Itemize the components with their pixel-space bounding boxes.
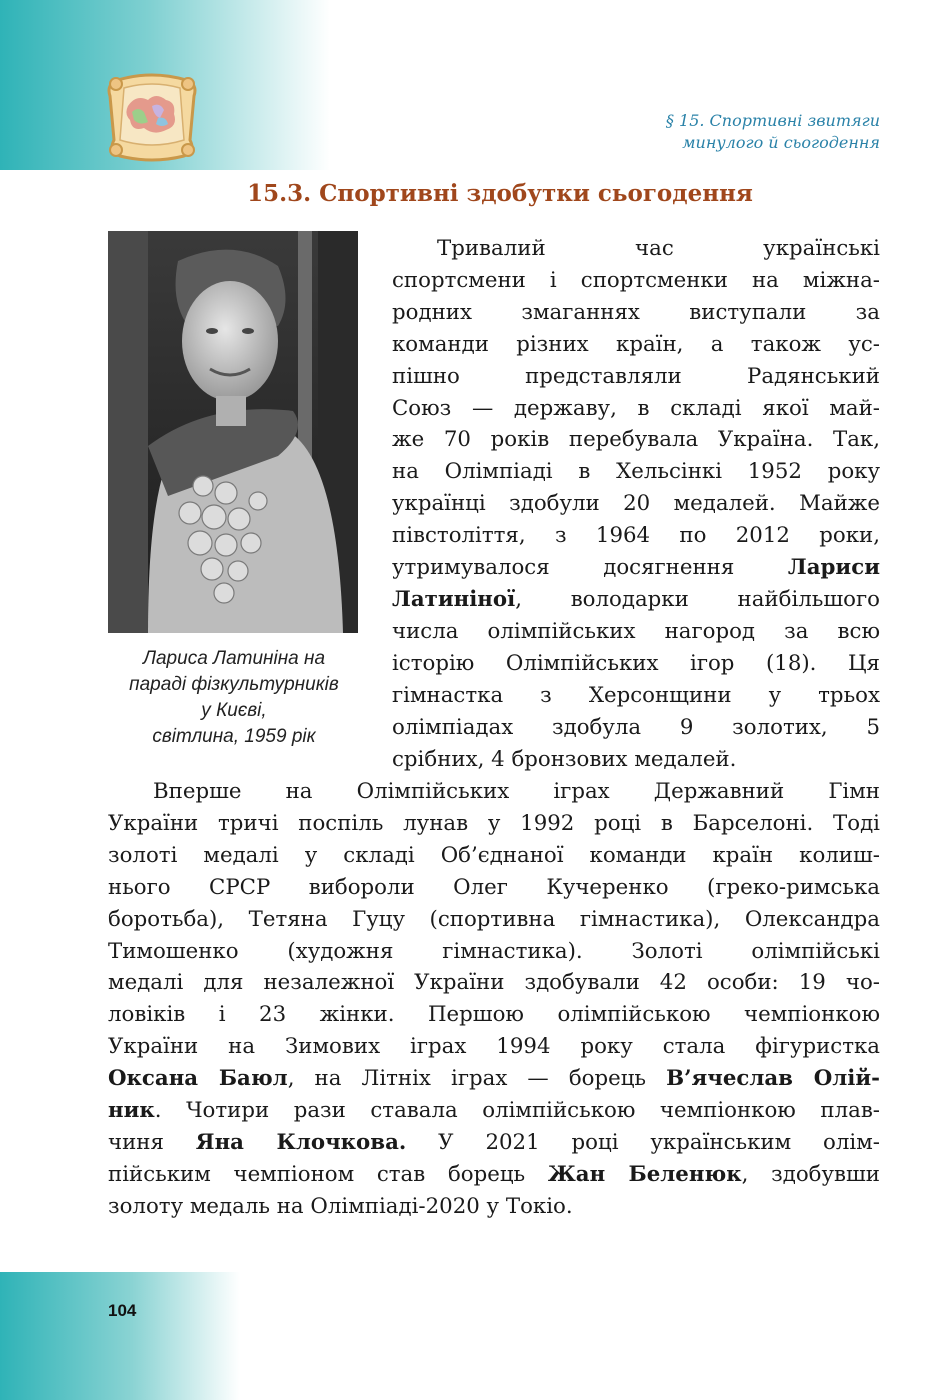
text-segment: , на Літніх іграх — борець — [287, 1066, 667, 1092]
footer-teal-band — [0, 1272, 240, 1400]
text-line: нього СРСР вибороли Олег Кучеренко (греко-римська — [108, 874, 880, 900]
text-segment: . Чотири рази ставала олімпійською чемпіонкою плав- — [154, 1098, 880, 1124]
text-line — [108, 1095, 880, 1127]
text-line: боротьба), Тетяна Гуцу (спортивна гімнастика), Олександра — [108, 906, 880, 932]
text-line: України тричі поспіль лунав у 1992 році в Барселоні. Тоді — [108, 810, 880, 836]
europe-map-scroll-icon — [104, 70, 200, 162]
text-line: гімнастка з Херсонщини у трьох — [392, 682, 880, 708]
text-line: медалі для незалежної України здобували 42 особи: 19 чо- — [108, 970, 880, 996]
name-latynina-first: Лариси — [787, 555, 880, 581]
name-latynina-last: Латиніної — [392, 586, 516, 612]
text-line: Вперше на Олімпійських іграх Державний Гімн — [153, 779, 880, 804]
text-line: українці здобули 20 медалей. Майже — [392, 491, 880, 517]
text-line: числа олімпійських нагород за всю — [392, 618, 880, 644]
text-segment: пійським чемпіоном став борець — [108, 1161, 548, 1187]
text-line: родних змаганнях виступали за — [392, 299, 880, 325]
text-segment: чиня — [108, 1129, 196, 1155]
text-line: золоту медаль на Олімпіаді-2020 у Токіо. — [108, 1193, 573, 1219]
name-oliynyk-last: ник — [108, 1098, 155, 1124]
text-line — [108, 1127, 880, 1159]
text-line: ловіків і 23 жінки. Першою олімпійською чемпіонкою — [108, 1002, 880, 1028]
text-line: Союз — державу, в складі якої май- — [392, 395, 880, 421]
caption-line: у Києві, — [201, 700, 267, 721]
text-line: спортсмени і спортсменки на міжна- — [392, 267, 880, 293]
text-segment: , здобувши — [741, 1161, 880, 1187]
text-line: срібних, 4 бронзових медалей. — [392, 746, 737, 772]
page-number: 104 — [108, 1301, 137, 1320]
latynina-photo — [108, 231, 358, 633]
text-segment: У 2021 році українським олім- — [406, 1129, 880, 1155]
portrait-image — [108, 231, 358, 633]
section-reference-line2: минулого й сьогодення — [682, 133, 880, 152]
text-line — [108, 1063, 880, 1095]
text-line: олімпіадах здобула 9 золотих, 5 — [392, 714, 880, 740]
section-reference-line1: § 15. Спортивні звитяги — [665, 111, 880, 130]
paragraph-full — [108, 776, 880, 1223]
text-line: на Олімпіаді в Хельсінкі 1952 року — [392, 459, 880, 485]
text-line: золоті медалі у складі Об’єднаної команди країн колиш- — [108, 842, 880, 868]
section-reference — [560, 110, 880, 154]
caption-line: параді фізкультурників — [129, 674, 339, 695]
text-line — [392, 552, 880, 584]
name-baiul: Оксана Баюл — [108, 1066, 288, 1092]
text-segment: , володарки найбільшого — [515, 586, 880, 612]
name-beleniuk: Жан Беленюк — [547, 1161, 742, 1187]
text-line: же 70 років перебувала Україна. Так, — [392, 427, 880, 453]
text-line: Тривалий час українські — [437, 236, 880, 261]
text-line: команди різних країн, а також ус- — [392, 331, 880, 357]
text-line: історію Олімпійських ігор (18). Ця — [392, 650, 880, 676]
name-klochkova: Яна Клочкова. — [195, 1129, 407, 1155]
text-line: України на Зимових іграх 1994 року стала фігуристка — [108, 1034, 880, 1060]
caption-line: Лариса Латиніна на — [142, 648, 326, 669]
text-line: півстоліття, з 1964 по 2012 роки, — [392, 523, 880, 549]
text-line: пішно представляли Радянський — [392, 363, 880, 389]
section-title: 15.3. Спортивні здобутки сьогодення — [247, 180, 753, 207]
name-oliynyk-first: В’ячеслав Олій- — [666, 1066, 880, 1092]
text-segment: утримувалося досягнення — [392, 555, 788, 581]
paragraph-side — [392, 233, 880, 775]
text-line — [108, 1159, 880, 1191]
photo-caption — [100, 646, 368, 750]
text-line: Тимошенко (художня гімнастика). Золоті олімпійські — [108, 938, 880, 964]
text-line — [392, 584, 880, 616]
caption-line: світлина, 1959 рік — [152, 726, 316, 747]
